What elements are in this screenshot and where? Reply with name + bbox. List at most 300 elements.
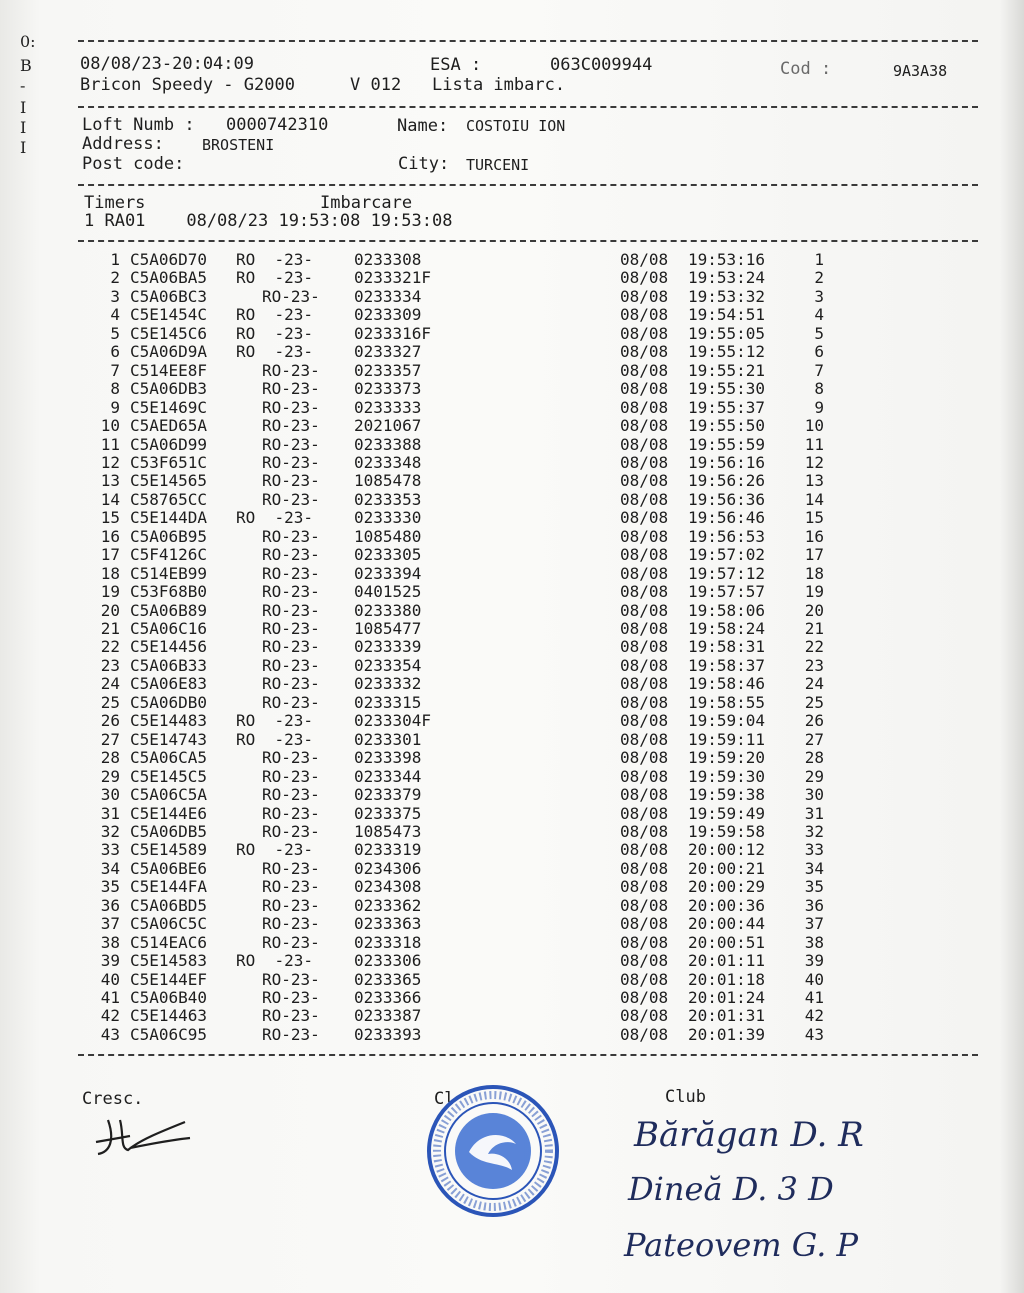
bird-time: 19:56:16 [688, 452, 766, 472]
bird-date: 08/08 [620, 988, 669, 1007]
bird-position: 8 [814, 379, 824, 399]
bird-position: 22 [804, 637, 824, 657]
bird-ring-number: 0233301 [354, 729, 422, 749]
bird-date: 08/08 [620, 821, 669, 841]
bird-index: 26 [100, 711, 120, 731]
bird-date: 08/08 [620, 471, 669, 491]
bird-time: 19:55:12 [688, 342, 766, 362]
bird-position: 6 [814, 342, 824, 362]
bird-date: 08/08 [620, 914, 669, 934]
bird-country-year: RO-23- [262, 600, 320, 620]
bird-country-year: RO -23- [236, 508, 314, 528]
bird-chip-id: C5A06C95 [130, 1024, 208, 1044]
bird-ring-number: 0233388 [354, 434, 422, 454]
postcode-label: Post code: [82, 154, 185, 174]
bird-date: 08/08 [620, 508, 669, 528]
bird-index: 15 [100, 508, 120, 528]
bird-chip-id: C5E14483 [130, 711, 208, 731]
bird-index: 2 [110, 268, 120, 288]
bird-row [0, 325, 1024, 343]
bird-ring-number: 0233379 [354, 785, 422, 805]
bird-chip-id: C5A06D70 [130, 250, 208, 269]
bird-time: 19:59:38 [688, 785, 766, 805]
bird-time: 19:56:53 [688, 526, 766, 546]
bird-position: 11 [804, 434, 824, 454]
bird-date: 08/08 [620, 766, 669, 786]
bird-country-year: RO-23- [262, 914, 320, 934]
bird-time: 19:58:55 [688, 692, 766, 712]
bird-ring-number: 0233332 [354, 674, 422, 694]
bird-time: 19:55:37 [688, 397, 766, 417]
bird-time: 19:56:26 [688, 471, 766, 491]
bird-time: 19:55:30 [688, 379, 766, 399]
bird-position: 1 [814, 250, 824, 269]
bird-index: 25 [100, 692, 120, 712]
bird-date: 08/08 [620, 545, 669, 565]
bird-position: 13 [804, 471, 824, 491]
bird-date: 08/08 [620, 711, 669, 731]
bird-position: 29 [804, 766, 824, 786]
bird-chip-id: C58765CC [130, 489, 208, 509]
bird-row [0, 565, 1024, 583]
bird-index: 28 [100, 748, 120, 768]
handwritten-line: Pateovem G. P [624, 1226, 859, 1264]
bird-country-year: RO-23- [262, 452, 320, 472]
bird-chip-id: C5AED65A [130, 416, 208, 436]
bird-time: 19:55:21 [688, 360, 766, 380]
divider [78, 184, 978, 186]
bird-chip-id: C5E14583 [130, 951, 208, 971]
bird-country-year: RO-23- [262, 545, 320, 565]
bird-position: 37 [804, 914, 824, 934]
bird-country-year: RO-23- [262, 655, 320, 675]
bird-ring-number: 0233362 [354, 895, 422, 915]
bird-index: 42 [100, 1006, 120, 1026]
bird-chip-id: C5E144FA [130, 877, 208, 897]
bird-row [0, 546, 1024, 564]
bird-date: 08/08 [620, 286, 669, 306]
bird-position: 33 [804, 840, 824, 860]
bird-country-year: RO-23- [262, 286, 320, 306]
cod-label: Cod : [780, 59, 832, 79]
margin-mark: I [20, 138, 27, 157]
bird-country-year: RO-23- [262, 489, 320, 509]
bird-time: 20:00:51 [688, 932, 766, 952]
bird-row [0, 860, 1024, 878]
bird-ring-number: 0233304F [354, 711, 432, 731]
bird-position: 39 [804, 951, 824, 971]
esa-label: ESA : [430, 55, 482, 75]
bird-row [0, 731, 1024, 749]
bird-position: 28 [804, 748, 824, 768]
bird-index: 43 [100, 1024, 120, 1044]
bird-row [0, 786, 1024, 804]
bird-date: 08/08 [620, 360, 669, 380]
name-value: COSTOIU ION [466, 117, 566, 135]
margin-mark: I [20, 118, 27, 137]
bird-country-year: RO-23- [262, 637, 320, 657]
bird-position: 4 [814, 305, 824, 325]
bird-date: 08/08 [620, 674, 669, 694]
bird-index: 30 [100, 785, 120, 805]
bird-position: 43 [804, 1024, 824, 1044]
bird-index: 7 [110, 360, 120, 380]
bird-date: 08/08 [620, 582, 669, 602]
timers-label: Timers [84, 193, 146, 213]
bird-index: 10 [100, 416, 120, 436]
bird-country-year: RO-23- [262, 988, 320, 1007]
bird-chip-id: C5A06B95 [130, 526, 208, 546]
bird-chip-id: C5A06CA5 [130, 748, 208, 768]
margin-mark: I [20, 98, 27, 117]
bird-row [0, 657, 1024, 675]
bird-index: 33 [100, 840, 120, 860]
cresc-signature [90, 1110, 200, 1160]
bird-index: 1 [110, 250, 120, 269]
bird-chip-id: C5A06B33 [130, 655, 208, 675]
stamp-seal-icon [424, 1082, 562, 1220]
bird-time: 19:59:58 [688, 821, 766, 841]
cresc-label: Cresc. [82, 1089, 144, 1109]
bird-index: 20 [100, 600, 120, 620]
bird-position: 18 [804, 563, 824, 583]
bird-row [0, 288, 1024, 306]
bird-chip-id: C5E14463 [130, 1006, 208, 1026]
bird-ring-number: 0233333 [354, 397, 422, 417]
bird-date: 08/08 [620, 785, 669, 805]
bird-position: 38 [804, 932, 824, 952]
esa-value: 063C009944 [550, 55, 653, 75]
bird-row [0, 638, 1024, 656]
bird-country-year: RO-23- [262, 803, 320, 823]
bird-position: 19 [804, 582, 824, 602]
bird-date: 08/08 [620, 434, 669, 454]
bird-chip-id: C5E144DA [130, 508, 208, 528]
bird-chip-id: C53F68B0 [130, 582, 208, 602]
bird-ring-number: 0233330 [354, 508, 422, 528]
bird-row [0, 897, 1024, 915]
bird-row [0, 306, 1024, 324]
bird-time: 19:59:20 [688, 748, 766, 768]
city-value: TURCENI [466, 156, 530, 174]
bird-chip-id: C5E144E6 [130, 803, 208, 823]
bird-country-year: RO -23- [236, 840, 314, 860]
bird-country-year: RO -23- [236, 711, 314, 731]
bird-country-year: RO-23- [262, 877, 320, 897]
bird-chip-id: C5A06C5C [130, 914, 208, 934]
bird-ring-number: 0233309 [354, 305, 422, 325]
bird-time: 19:53:32 [688, 286, 766, 306]
bird-country-year: RO -23- [236, 342, 314, 362]
bird-index: 18 [100, 563, 120, 583]
bird-ring-number: 0233319 [354, 840, 422, 860]
handwritten-line: Bărăgan D. R [634, 1115, 864, 1155]
bird-country-year: RO-23- [262, 858, 320, 878]
bird-index: 21 [100, 619, 120, 638]
bird-country-year: RO -23- [236, 268, 314, 288]
bird-date: 08/08 [620, 748, 669, 768]
bird-date: 08/08 [620, 416, 669, 436]
bird-ring-number: 0233357 [354, 360, 422, 380]
bird-chip-id: C5A06C5A [130, 785, 208, 805]
bird-time: 19:57:57 [688, 582, 766, 602]
bird-index: 27 [100, 729, 120, 749]
bird-date: 08/08 [620, 637, 669, 657]
bird-chip-id: C5A06DB5 [130, 821, 208, 841]
bird-time: 19:54:51 [688, 305, 766, 325]
bird-time: 20:01:11 [688, 951, 766, 971]
bird-time: 20:00:36 [688, 895, 766, 915]
bird-ring-number: 0233380 [354, 600, 422, 620]
bird-time: 20:01:18 [688, 969, 766, 989]
bird-position: 20 [804, 600, 824, 620]
bird-index: 39 [100, 951, 120, 971]
bird-row [0, 399, 1024, 417]
bird-country-year: RO-23- [262, 434, 320, 454]
bird-index: 38 [100, 932, 120, 952]
bird-position: 2 [814, 268, 824, 288]
bird-country-year: RO-23- [262, 969, 320, 989]
bird-ring-number: 2021067 [354, 416, 422, 436]
bird-row [0, 417, 1024, 435]
bird-time: 19:58:37 [688, 655, 766, 675]
bird-country-year: RO-23- [262, 692, 320, 712]
bird-row [0, 251, 1024, 269]
loft-number-value: 0000742310 [226, 115, 329, 135]
bird-row [0, 436, 1024, 454]
bird-date: 08/08 [620, 526, 669, 546]
bird-chip-id: C5A06BD5 [130, 895, 208, 915]
bird-ring-number: 0233318 [354, 932, 422, 952]
bird-row [0, 878, 1024, 896]
bird-ring-number: 1085478 [354, 471, 422, 491]
bird-position: 21 [804, 619, 824, 638]
bird-position: 17 [804, 545, 824, 565]
bird-chip-id: C514EAC6 [130, 932, 208, 952]
bird-chip-id: C5A06BE6 [130, 858, 208, 878]
bird-date: 08/08 [620, 379, 669, 399]
bird-country-year: RO -23- [236, 951, 314, 971]
bird-ring-number: 0233393 [354, 1024, 422, 1044]
bird-row [0, 749, 1024, 767]
bird-position: 42 [804, 1006, 824, 1026]
bird-chip-id: C53F651C [130, 452, 208, 472]
bird-position: 7 [814, 360, 824, 380]
bird-row [0, 841, 1024, 859]
handwritten-line: Dineă D. 3 D [628, 1170, 834, 1208]
bird-row [0, 694, 1024, 712]
bird-date: 08/08 [620, 305, 669, 325]
bird-row [0, 1007, 1024, 1025]
bird-index: 5 [110, 323, 120, 343]
bird-index: 32 [100, 821, 120, 841]
bird-chip-id: C5A06C16 [130, 619, 208, 638]
bird-time: 20:01:31 [688, 1006, 766, 1026]
bird-country-year: RO-23- [262, 785, 320, 805]
bird-time: 19:55:05 [688, 323, 766, 343]
bird-date: 08/08 [620, 452, 669, 472]
club-label-left: Cl [434, 1089, 455, 1109]
bird-date: 08/08 [620, 729, 669, 749]
bird-ring-number: 0233387 [354, 1006, 422, 1026]
bird-position: 41 [804, 988, 824, 1007]
bird-row [0, 1026, 1024, 1044]
bird-index: 36 [100, 895, 120, 915]
bird-date: 08/08 [620, 932, 669, 952]
bird-index: 29 [100, 766, 120, 786]
timer-row: 1 RA01 08/08/23 19:53:08 19:53:08 [84, 211, 453, 231]
bird-position: 30 [804, 785, 824, 805]
bird-position: 36 [804, 895, 824, 915]
bird-time: 19:59:49 [688, 803, 766, 823]
bird-index: 41 [100, 988, 120, 1007]
club-label-right: Club [665, 1087, 706, 1107]
bird-index: 4 [110, 305, 120, 325]
city-label: City: [398, 154, 450, 174]
bird-ring-number: 0401525 [354, 582, 422, 602]
bird-country-year: RO-23- [262, 895, 320, 915]
bird-ring-number: 0233353 [354, 489, 422, 509]
bird-ring-number: 0233398 [354, 748, 422, 768]
divider [78, 240, 978, 242]
bird-date: 08/08 [620, 268, 669, 288]
bird-country-year: RO-23- [262, 563, 320, 583]
bird-country-year: RO -23- [236, 323, 314, 343]
bird-time: 19:57:02 [688, 545, 766, 565]
bird-index: 11 [100, 434, 120, 454]
bird-chip-id: C5A06BA5 [130, 268, 208, 288]
divider [78, 1054, 978, 1056]
name-label: Name: [397, 116, 449, 136]
bird-ring-number: 0233306 [354, 951, 422, 971]
bird-time: 19:59:11 [688, 729, 766, 749]
divider [78, 40, 978, 42]
bird-row [0, 583, 1024, 601]
bird-country-year: RO-23- [262, 471, 320, 491]
cod-value: 9A3A38 [893, 62, 948, 80]
bird-ring-number: 0233334 [354, 286, 422, 306]
bird-country-year: RO -23- [236, 729, 314, 749]
bird-country-year: RO-23- [262, 766, 320, 786]
bird-time: 19:55:59 [688, 434, 766, 454]
bird-date: 08/08 [620, 877, 669, 897]
bird-index: 17 [100, 545, 120, 565]
bird-index: 16 [100, 526, 120, 546]
bird-date: 08/08 [620, 250, 669, 269]
bird-row [0, 675, 1024, 693]
bird-index: 9 [110, 397, 120, 417]
bird-country-year: RO-23- [262, 379, 320, 399]
bird-ring-number: 1085473 [354, 821, 422, 841]
bird-country-year: RO-23- [262, 526, 320, 546]
bird-position: 14 [804, 489, 824, 509]
bird-date: 08/08 [620, 840, 669, 860]
bird-chip-id: C5E1454C [130, 305, 208, 325]
bird-row [0, 934, 1024, 952]
bird-ring-number: 0233344 [354, 766, 422, 786]
bird-ring-number: 0233363 [354, 914, 422, 934]
bird-ring-number: 0233315 [354, 692, 422, 712]
bird-date: 08/08 [620, 600, 669, 620]
bird-country-year: RO-23- [262, 1024, 320, 1044]
list-title: Lista imbarc. [432, 75, 566, 95]
bird-ring-number: 0233365 [354, 969, 422, 989]
bird-chip-id: C514EB99 [130, 563, 208, 583]
print-datetime: 08/08/23-20:04:09 [80, 54, 254, 74]
imbarcare-label: Imbarcare [320, 193, 413, 213]
bird-country-year: RO-23- [262, 619, 320, 638]
bird-date: 08/08 [620, 563, 669, 583]
bird-time: 19:56:36 [688, 489, 766, 509]
bird-row [0, 768, 1024, 786]
bird-index: 22 [100, 637, 120, 657]
bird-ring-number: 0233375 [354, 803, 422, 823]
bird-position: 40 [804, 969, 824, 989]
bird-country-year: RO -23- [236, 305, 314, 325]
bird-date: 08/08 [620, 323, 669, 343]
bird-index: 31 [100, 803, 120, 823]
bird-position: 3 [814, 286, 824, 306]
bird-position: 10 [804, 416, 824, 436]
bird-date: 08/08 [620, 969, 669, 989]
bird-country-year: RO-23- [262, 821, 320, 841]
bird-row [0, 362, 1024, 380]
bird-index: 19 [100, 582, 120, 602]
bird-date: 08/08 [620, 342, 669, 362]
bird-time: 19:53:16 [688, 250, 766, 269]
device-version: V 012 [350, 75, 402, 95]
address-value: BROSTENI [202, 136, 275, 154]
bird-date: 08/08 [620, 397, 669, 417]
bird-row [0, 454, 1024, 472]
bird-row [0, 915, 1024, 933]
bird-position: 34 [804, 858, 824, 878]
bird-ring-number: 1085480 [354, 526, 422, 546]
margin-mark: 0: [20, 32, 36, 51]
bird-country-year: RO-23- [262, 416, 320, 436]
bird-country-year: RO-23- [262, 932, 320, 952]
bird-index: 40 [100, 969, 120, 989]
bird-ring-number: 0233339 [354, 637, 422, 657]
bird-chip-id: C5E14589 [130, 840, 208, 860]
bird-date: 08/08 [620, 619, 669, 638]
bird-position: 16 [804, 526, 824, 546]
bird-position: 23 [804, 655, 824, 675]
bird-time: 19:57:12 [688, 563, 766, 583]
bird-chip-id: C5E1469C [130, 397, 208, 417]
bird-index: 24 [100, 674, 120, 694]
bird-chip-id: C514EE8F [130, 360, 208, 380]
bird-position: 25 [804, 692, 824, 712]
bird-chip-id: C5A06D99 [130, 434, 208, 454]
bird-ring-number: 1085477 [354, 619, 422, 638]
bird-index: 12 [100, 452, 120, 472]
address-label: Address: [82, 134, 164, 154]
bird-position: 9 [814, 397, 824, 417]
bird-time: 19:56:46 [688, 508, 766, 528]
bird-position: 35 [804, 877, 824, 897]
bird-index: 6 [110, 342, 120, 362]
bird-ring-number: 0233354 [354, 655, 422, 675]
bird-ring-number: 0233305 [354, 545, 422, 565]
bird-chip-id: C5E14743 [130, 729, 208, 749]
bird-ring-number: 0233327 [354, 342, 422, 362]
bird-time: 20:00:44 [688, 914, 766, 934]
bird-country-year: RO-23- [262, 360, 320, 380]
bird-date: 08/08 [620, 895, 669, 915]
bird-time: 20:01:39 [688, 1024, 766, 1044]
bird-date: 08/08 [620, 692, 669, 712]
